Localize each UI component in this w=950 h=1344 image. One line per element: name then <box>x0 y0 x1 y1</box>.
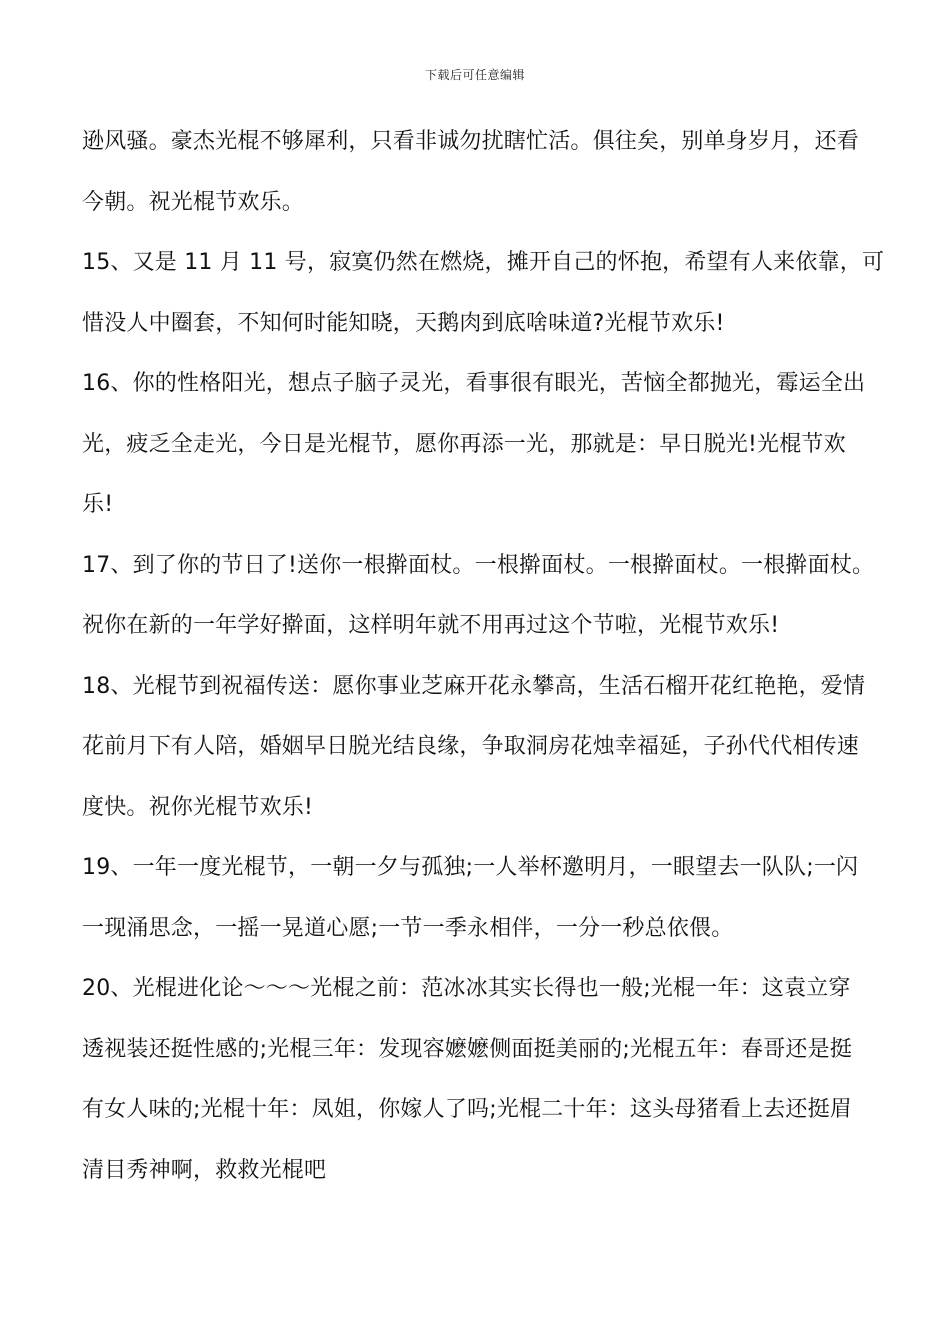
text-line: 18、光棍节到祝福传送：愿你事业芝麻开花永攀高，生活石榴开花红艳艳，爱情 <box>82 673 866 699</box>
text-line: 20、光棍进化论～～～光棍之前：范冰冰其实长得也一般;光棍一年：这袁立穿 <box>82 976 851 1001</box>
text-line: 今朝。祝光棍节欢乐。 <box>82 189 305 215</box>
text-line: 透视装还挺性感的;光棍三年：发现容嬷嬷侧面挺美丽的;光棍五年：春哥还是挺 <box>82 1036 853 1062</box>
text-line: 有女人味的;光棍十年：凤姐，你嫁人了吗;光棍二十年：这头母猪看上去还挺眉 <box>82 1097 853 1122</box>
text-line: 祝你在新的一年学好擀面，这样明年就不用再过这个节啦，光棍节欢乐! <box>82 613 780 638</box>
document-body <box>82 112 884 1201</box>
page-header: 下载后可任意编辑 <box>424 68 525 82</box>
text-line: 花前月下有人陪，婚姻早日脱光结良缘，争取洞房花烛幸福延，子孙代代相传速 <box>82 734 860 759</box>
text-line: 逊风骚。豪杰光棍不够犀利，只看非诚勿扰瞎忙活。俱往矣，别单身岁月，还看 <box>82 129 860 154</box>
text-line: 一现涌思念，一摇一晃道心愿;一节一季永相伴，一分一秒总依偎。 <box>82 915 734 941</box>
text-line: 17、到了你的节日了!送你一根擀面杖。一根擀面杖。一根擀面杖。一根擀面杖。 <box>82 552 875 578</box>
text-line: 15、又是 11 月 11 号，寂寞仍然在燃烧，摊开自己的怀抱，希望有人来依靠，可 <box>82 250 885 275</box>
text-line: 度快。祝你光棍节欢乐! <box>82 794 314 820</box>
text-line: 清目秀神啊，救救光棍吧 <box>82 1157 327 1183</box>
text-line: 乐! <box>82 492 114 517</box>
text-line: 16、你的性格阳光，想点子脑子灵光，看事很有眼光，苦恼全都抛光，霉运全出 <box>82 371 866 396</box>
text-line: 惜没人中圈套，不知何时能知晓，天鹅肉到底啥味道?光棍节欢乐! <box>82 310 725 336</box>
text-line: 光，疲乏全走光，今日是光棍节，愿你再添一光，那就是：早日脱光!光棍节欢 <box>82 431 846 457</box>
text-line: 19、一年一度光棍节，一朝一夕与孤独;一人举杯邀明月，一眼望去一队队;一闪 <box>82 855 859 880</box>
